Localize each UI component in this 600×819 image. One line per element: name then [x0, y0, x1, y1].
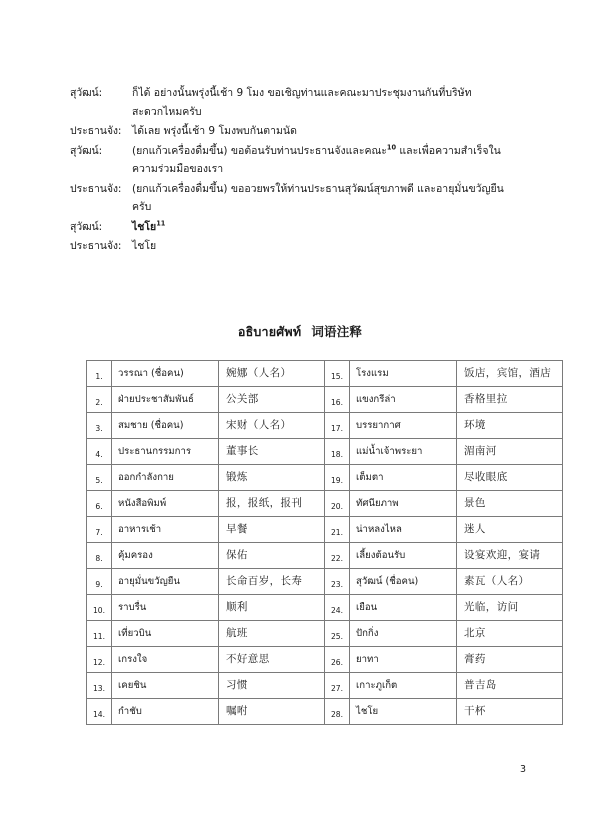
vocab-number: 5.: [87, 465, 112, 491]
section-heading-chinese: 词语注释: [311, 324, 363, 339]
vocab-number: 26.: [325, 647, 350, 673]
vocab-chinese: 饭店，宾馆，酒店: [457, 361, 563, 387]
vocab-thai: คุ้มครอง: [112, 543, 219, 569]
vocab-thai: กำชับ: [112, 699, 219, 725]
vocab-number: 9.: [87, 569, 112, 595]
vocab-chinese: 嘱咐: [219, 699, 325, 725]
vocab-thai: อายุมั่นขวัญยืน: [112, 569, 219, 595]
dialogue-line-text: ไชโย: [132, 240, 157, 252]
dialogue-text: [132, 237, 522, 256]
dialogue-text: [132, 180, 522, 217]
dialogue-line: [132, 84, 522, 103]
vocab-number: 16.: [325, 387, 350, 413]
vocab-thai: ทัศนียภาพ: [350, 491, 457, 517]
vocabulary-table-body: [87, 361, 563, 725]
vocab-chinese: 不好意思: [219, 647, 325, 673]
vocab-number: 17.: [325, 413, 350, 439]
vocab-thai: แม่น้ำเจ้าพระยา: [350, 439, 457, 465]
vocab-chinese: 迷人: [457, 517, 563, 543]
vocab-thai: หนังสือพิมพ์: [112, 491, 219, 517]
vocab-thai: บรรยากาศ: [350, 413, 457, 439]
vocab-number: 12.: [87, 647, 112, 673]
vocab-chinese: 景色: [457, 491, 563, 517]
vocab-thai: เคยชิน: [112, 673, 219, 699]
vocab-chinese: 干杯: [457, 699, 563, 725]
vocab-chinese: 普吉岛: [457, 673, 563, 699]
vocab-chinese: 航班: [219, 621, 325, 647]
vocab-chinese: 环境: [457, 413, 563, 439]
dialogue-row: [70, 142, 522, 179]
dialogue-row: [70, 237, 522, 256]
dialogue-text: [132, 122, 522, 141]
dialogue-text: [132, 142, 522, 179]
vocab-number: 7.: [87, 517, 112, 543]
vocab-number: 27.: [325, 673, 350, 699]
footnote-marker: 11: [156, 219, 166, 227]
vocab-chinese: 早餐: [219, 517, 325, 543]
vocab-thai: ราบรื่น: [112, 595, 219, 621]
dialogue-line-text: (ยกแก้วเครื่องดื่มขึ้น) ขอต้อนรับท่านประธานจังและคณะ: [132, 144, 387, 157]
footnote-marker: 10: [386, 143, 397, 151]
vocab-number: 25.: [325, 621, 350, 647]
vocab-number: 1.: [87, 361, 112, 387]
dialogue-line: [132, 237, 522, 256]
dialogue-speaker: ประธานจัง:: [70, 125, 122, 137]
vocab-number: 24.: [325, 595, 350, 621]
page-number: 3: [519, 764, 526, 775]
vocab-number: 10.: [87, 595, 112, 621]
dialogue-line-text: ไชโย: [132, 220, 157, 233]
vocab-thai: อาหารเช้า: [112, 517, 219, 543]
table-row: [87, 569, 563, 595]
dialogue-row: [70, 218, 522, 237]
dialogue-line-text: สะดวกไหมครับ: [132, 105, 202, 118]
dialogue-speaker: ประธานจัง:: [70, 240, 122, 252]
dialogue-line: [132, 180, 522, 199]
vocab-thai: เกาะภูเก็ต: [350, 673, 457, 699]
vocab-number: 6.: [87, 491, 112, 517]
dialogue-line: [132, 218, 522, 237]
vocab-number: 18.: [325, 439, 350, 465]
vocab-thai: น่าหลงไหล: [350, 517, 457, 543]
vocab-thai: เต็มตา: [350, 465, 457, 491]
vocab-chinese: 公关部: [219, 387, 325, 413]
dialogue-speaker: สุวัฒน์:: [70, 144, 103, 157]
dialogue-line-text: ครับ: [132, 201, 152, 213]
table-row: [87, 361, 563, 387]
vocab-number: 11.: [87, 621, 112, 647]
vocab-chinese: 膏药: [457, 647, 563, 673]
table-row: [87, 543, 563, 569]
dialogue-line: [132, 122, 522, 141]
dialogue-line-text: ก็ได้ อย่างนั้นพรุ่งนี้เช้า 9 โมง ขอเชิญท่านและคณะมาประชุมงานกันที่บริษัท: [132, 87, 472, 99]
dialogue-speaker: สุวัฒน์:: [70, 220, 103, 233]
dialogue-line: [132, 160, 522, 179]
vocab-chinese: 习惯: [219, 673, 325, 699]
section-heading: [0, 322, 600, 342]
dialogue-line-text: (ยกแก้วเครื่องดื่มขึ้น) ขออวยพรให้ท่านประธานสุวัฒน์สุขภาพดี และอายุมั่นขวัญยืน: [132, 182, 504, 195]
dialogue-line-text-tail: และเพื่อความสำเร็จใน: [396, 144, 501, 157]
vocab-number: 20.: [325, 491, 350, 517]
vocab-number: 15.: [325, 361, 350, 387]
table-row: [87, 595, 563, 621]
table-row: [87, 517, 563, 543]
dialogue-speaker: ประธานจัง:: [70, 182, 122, 195]
vocab-number: 22.: [325, 543, 350, 569]
vocab-chinese: 董事长: [219, 439, 325, 465]
section-heading-thai: อธิบายศัพท์: [237, 324, 302, 339]
vocab-thai: วรรณา (ชื่อคน): [112, 361, 219, 387]
vocab-thai: ประธานกรรมการ: [112, 439, 219, 465]
vocab-thai: สมชาย (ชื่อคน): [112, 413, 219, 439]
vocab-chinese: 锻炼: [219, 465, 325, 491]
dialogue-row: [70, 84, 522, 121]
vocab-thai: ยาทา: [350, 647, 457, 673]
table-row: [87, 673, 563, 699]
vocab-number: 2.: [87, 387, 112, 413]
vocab-number: 23.: [325, 569, 350, 595]
table-row: [87, 621, 563, 647]
vocab-number: 8.: [87, 543, 112, 569]
vocab-thai: ฝ่ายประชาสัมพันธ์: [112, 387, 219, 413]
vocab-chinese: 报，报纸，报刊: [219, 491, 325, 517]
vocabulary-table: [86, 360, 563, 725]
vocab-thai: ไชโย: [350, 699, 457, 725]
vocab-thai: สุวัฒน์ (ชื่อคน): [350, 569, 457, 595]
table-row: [87, 439, 563, 465]
vocab-thai: ปักกิ่ง: [350, 621, 457, 647]
vocab-number: 3.: [87, 413, 112, 439]
vocab-thai: เยือน: [350, 595, 457, 621]
dialogue-block: [70, 84, 522, 257]
dialogue-line-text: ความร่วมมือของเรา: [132, 163, 224, 175]
vocab-number: 28.: [325, 699, 350, 725]
vocab-chinese: 湄南河: [457, 439, 563, 465]
table-row: [87, 465, 563, 491]
dialogue-line: [132, 103, 522, 122]
vocab-chinese: 光临，访问: [457, 595, 563, 621]
vocab-thai: ออกกำลังกาย: [112, 465, 219, 491]
vocab-thai: เลี้ยงต้อนรับ: [350, 543, 457, 569]
table-row: [87, 647, 563, 673]
vocab-chinese: 设宴欢迎，宴请: [457, 543, 563, 569]
vocab-chinese: 保佑: [219, 543, 325, 569]
vocab-number: 14.: [87, 699, 112, 725]
dialogue-line: [132, 198, 522, 217]
vocab-chinese: 北京: [457, 621, 563, 647]
vocab-chinese: 宋财（人名）: [219, 413, 325, 439]
vocab-thai: แขงกรีล่า: [350, 387, 457, 413]
vocab-number: 13.: [87, 673, 112, 699]
dialogue-text: [132, 218, 522, 237]
table-row: [87, 491, 563, 517]
vocab-chinese: 顺利: [219, 595, 325, 621]
table-row: [87, 387, 563, 413]
vocab-number: 21.: [325, 517, 350, 543]
dialogue-text: [132, 84, 522, 121]
dialogue-line: [132, 142, 522, 161]
vocab-thai: เที่ยวบิน: [112, 621, 219, 647]
table-row: [87, 413, 563, 439]
vocab-number: 4.: [87, 439, 112, 465]
dialogue-row: [70, 180, 522, 217]
vocab-number: 19.: [325, 465, 350, 491]
vocab-chinese: 长命百岁，长寿: [219, 569, 325, 595]
dialogue-speaker: สุวัฒน์:: [70, 87, 103, 99]
vocab-chinese: 香格里拉: [457, 387, 563, 413]
vocab-thai: โรงแรม: [350, 361, 457, 387]
vocab-chinese: 婉娜（人名）: [219, 361, 325, 387]
table-row: [87, 699, 563, 725]
vocab-chinese: 尽收眼底: [457, 465, 563, 491]
dialogue-row: [70, 122, 522, 141]
vocab-chinese: 素瓦（人名）: [457, 569, 563, 595]
vocab-thai: เกรงใจ: [112, 647, 219, 673]
dialogue-line-text: ได้เลย พรุ่งนี้เช้า 9 โมงพบกันตามนัด: [132, 125, 297, 137]
